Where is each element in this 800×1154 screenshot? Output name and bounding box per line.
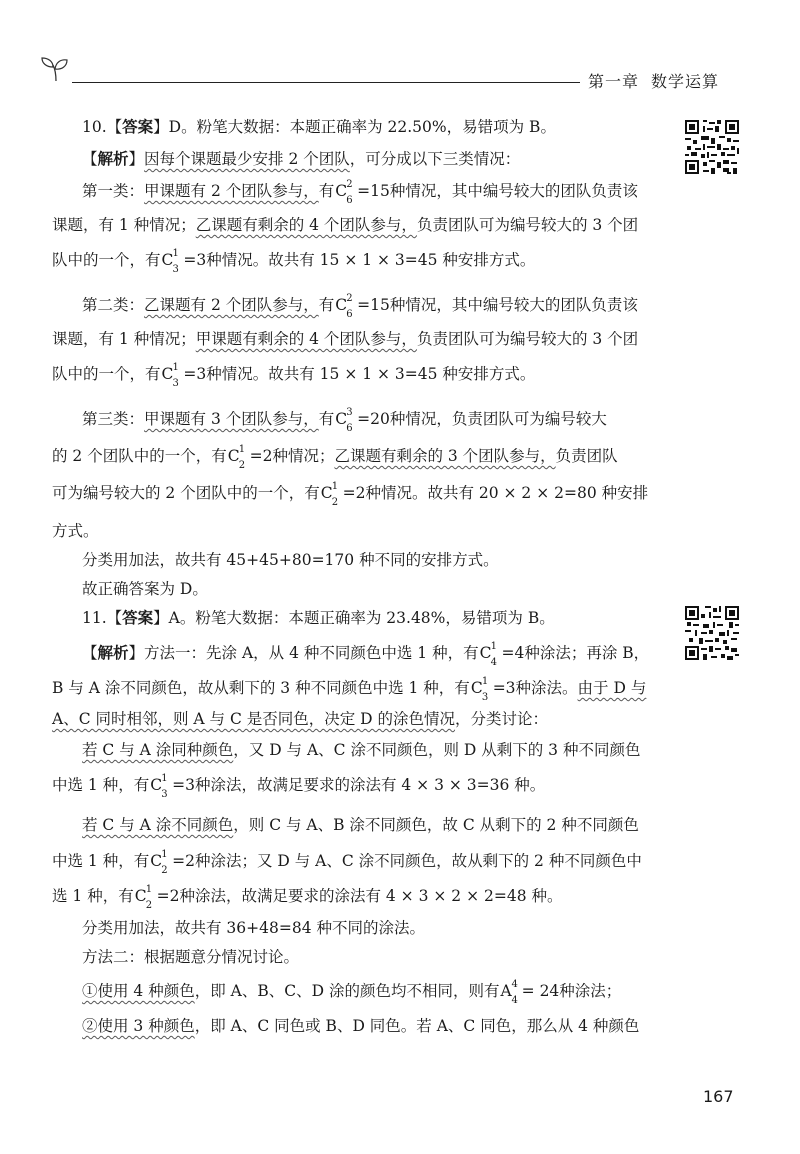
q10-case1-line1: 第一类：甲课题有 2 个团队参与，有C 2 6 =15种情况，其中编号较大的团队负责该 xyxy=(82,179,638,206)
q11-sub1-line2: 中选 1 种，有C 1 3 =3种涂法，故满足要求的涂法有 4 × 3 × 3=36 种。 xyxy=(52,773,546,800)
chapter-label: 第一章 xyxy=(588,72,640,91)
combination-formula: C 1 3 xyxy=(150,773,168,800)
q10-case2-line2: 课题，有 1 种情况；甲课题有剩余的 4 个团队参与，负责团队可为编号较大的 3 个团 xyxy=(52,330,639,348)
combination-formula: C 1 2 xyxy=(134,884,153,911)
q10-case2-line1: 第二类：乙课题有 2 个团队参与，有C 2 6 =15种情况，其中编号较大的团队负责该 xyxy=(82,293,638,320)
q10-case3-line1: 第三类：甲课题有 3 个团队参与，有C 3 6 =20种情况，负责团队可为编号较大 xyxy=(82,407,607,434)
combination-formula: C 3 6 xyxy=(335,407,353,434)
combination-formula: C 1 2 xyxy=(227,444,246,471)
q11-analysis-line3: A、C 同时相邻，则 A 与 C 是否同色，决定 D 的涂色情况，分类讨论： xyxy=(52,710,549,728)
q10-case3-line4: 方式。 xyxy=(52,522,99,540)
q11-method2: 方法二：根据题意分情况讨论。 xyxy=(82,948,300,966)
qr-code-icon xyxy=(683,604,741,662)
q10-sum: 分类用加法，故共有 45+45+80=170 种不同的安排方式。 xyxy=(82,551,499,569)
chapter-title: 数学运算 xyxy=(651,72,720,91)
q11-point1: ①使用 4 种颜色，即 A、B、C、D 涂的颜色均不相同，则有A 4 4 = 24种涂法； xyxy=(82,979,622,1006)
header-rule xyxy=(72,82,580,83)
q10-case1-line3: 队中的一个，有C 1 3 =3种情况。故共有 15 × 1 × 3=45 种安排方式。 xyxy=(52,248,536,275)
q10-final-answer: 故正确答案为 D。 xyxy=(82,580,208,598)
combination-formula: C 1 2 xyxy=(320,481,339,508)
combination-formula: C 1 3 xyxy=(161,248,179,275)
combination-formula: C 1 3 xyxy=(161,362,179,389)
page-number: 167 xyxy=(703,1087,734,1106)
q10-analysis: 【解析】因每个课题最少安排 2 个团队，可分成以下三类情况： xyxy=(82,149,521,168)
combination-formula: C 1 2 xyxy=(150,849,168,876)
q10-case2-line3: 队中的一个，有C 1 3 =3种情况。故共有 15 × 1 × 3=45 种安排方式。 xyxy=(52,362,536,389)
q11-analysis-line1: 【解析】方法一：先涂 A，从 4 种不同颜色中选 1 种，有C 1 4 =4种涂法；再涂 B， xyxy=(82,641,650,668)
q11-sum: 分类用加法，故共有 36+48=84 种不同的涂法。 xyxy=(82,919,425,937)
q11-analysis-line2: B 与 A 涂不同颜色，故从剩下的 3 种不同颜色中选 1 种，有C 1 3 =3种涂法。由于 D 与 xyxy=(52,676,647,703)
combination-formula: C 2 6 xyxy=(335,293,353,320)
q11-sub2-line2: 中选 1 种，有C 1 2 =2种涂法；又 D 与 A、C 涂不同颜色，故从剩下的 2 种不同颜色中 xyxy=(52,849,642,876)
q10-case1-line2: 课题，有 1 种情况；乙课题有剩余的 4 个团队参与，负责团队可为编号较大的 3 个团 xyxy=(52,216,639,234)
combination-formula: C 2 6 xyxy=(335,179,353,206)
q10-case3-line2: 的 2 个团队中的一个，有C 1 2 =2种情况；乙课题有剩余的 3 个团队参与，负责团队 xyxy=(52,444,618,471)
combination-formula: C 1 3 xyxy=(470,676,489,703)
chapter-heading xyxy=(588,69,719,92)
page-header xyxy=(0,55,800,95)
q11-sub1-line1: 若 C 与 A 涂同种颜色，又 D 与 A、C 涂不同颜色，则 D 从剩下的 3 种不同颜色 xyxy=(82,741,641,759)
q11-point2: ②使用 3 种颜色，即 A、C 同色或 B、D 同色。若 A、C 同色，那么从 4 种颜色 xyxy=(82,1017,640,1035)
qr-code-icon xyxy=(683,118,741,176)
q10-case3-line3: 可为编号较大的 2 个团队中的一个，有C 1 2 =2种情况。故共有 20 × 2 × 2=80 种安排 xyxy=(52,481,649,508)
q11-answer: 11.【答案】A。粉笔大数据：本题正确率为 23.48%，易错项为 B。 xyxy=(82,608,555,627)
q11-sub2-line3: 选 1 种，有C 1 2 =2种涂法，故满足要求的涂法有 4 × 3 × 2 × 2=48 种。 xyxy=(52,884,563,911)
permutation-formula: A 4 4 xyxy=(500,979,518,1006)
combination-formula: C 1 4 xyxy=(479,641,497,668)
q11-sub2-line1: 若 C 与 A 涂不同颜色，则 C 与 A、B 涂不同颜色，故 C 从剩下的 2 种不同颜色 xyxy=(82,816,639,834)
q10-answer: 10.【答案】D。粉笔大数据：本题正确率为 22.50%，易错项为 B。 xyxy=(82,117,556,136)
sprout-icon xyxy=(40,55,74,85)
